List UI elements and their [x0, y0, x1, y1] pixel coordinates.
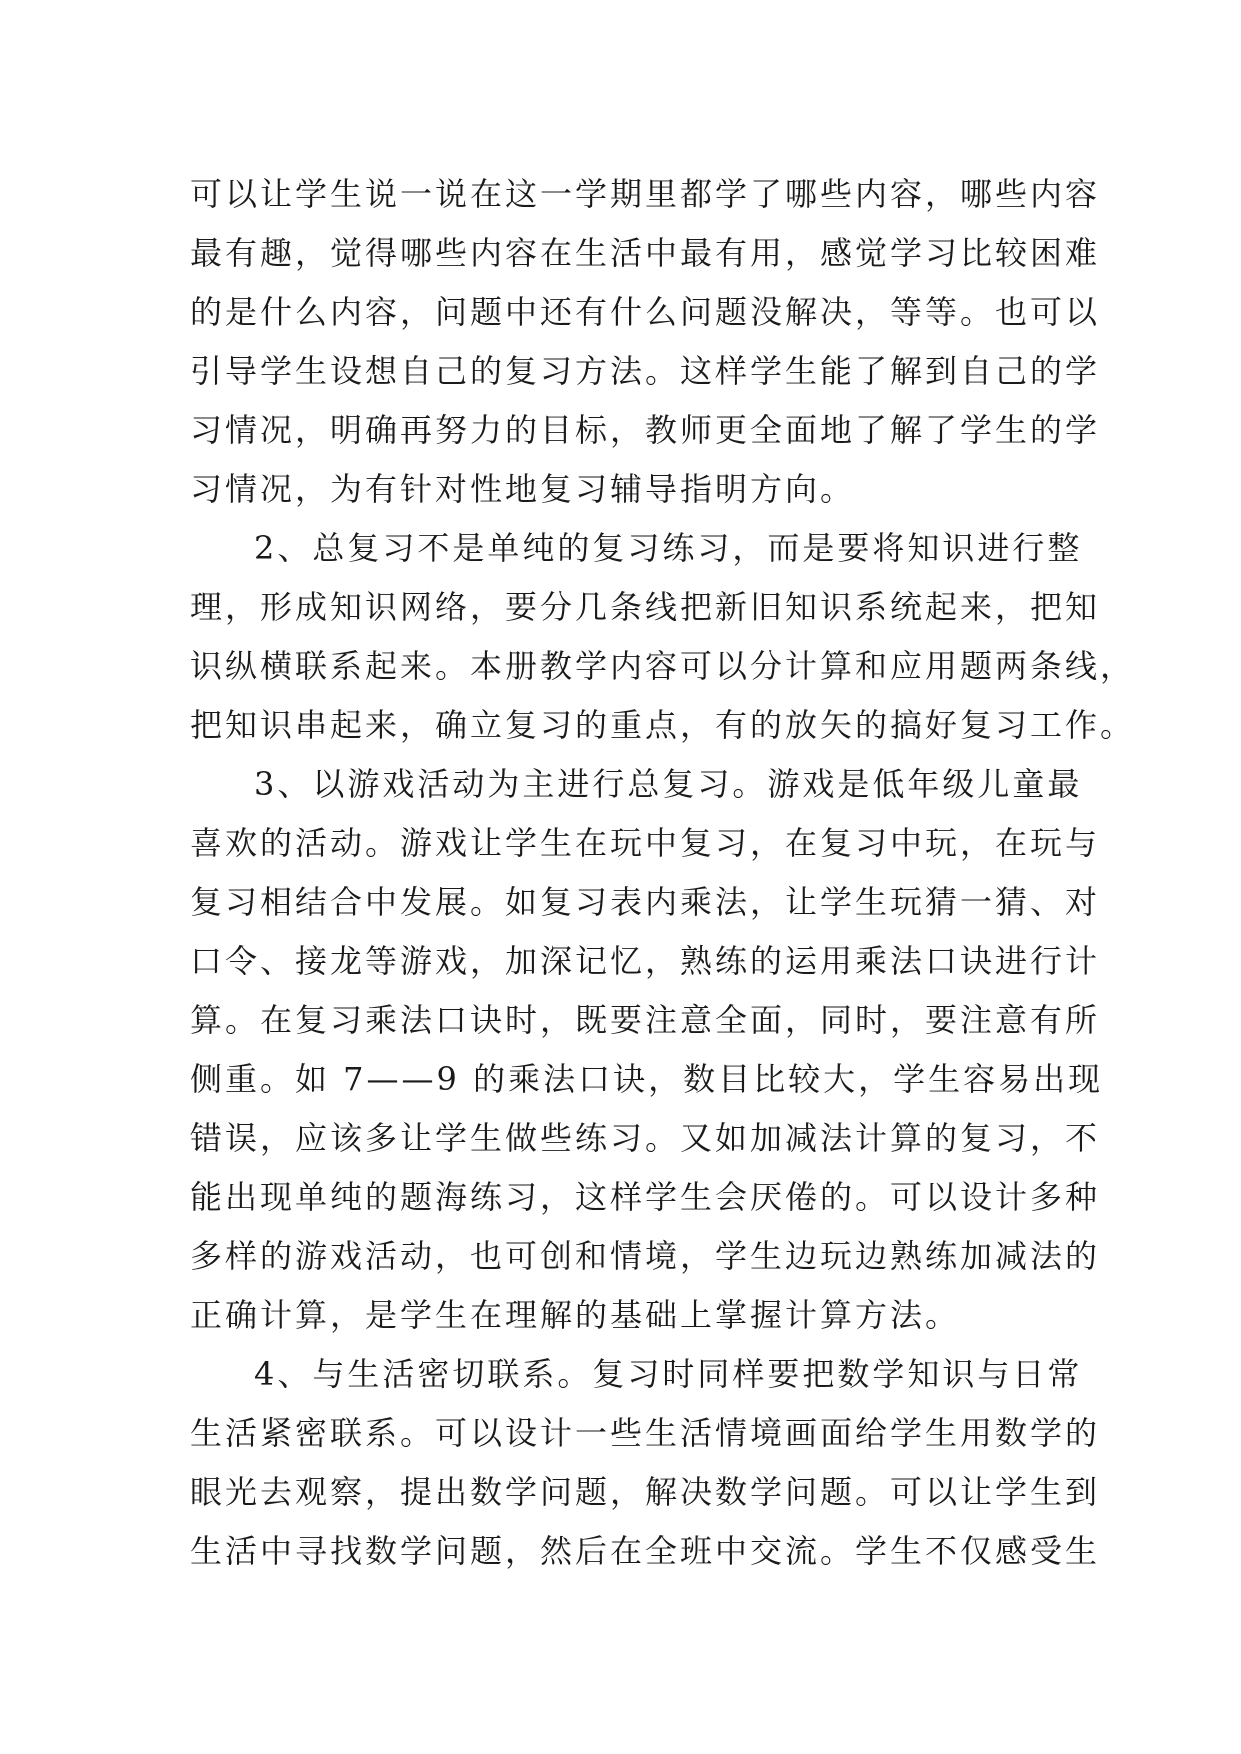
text-line: 复习相结合中发展。如复习表内乘法，让学生玩猜一猜、对	[190, 883, 1101, 921]
text-line: 把知识串起来，确立复习的重点，有的放矢的搞好复习工作。	[190, 706, 1136, 744]
text-line: 可以让学生说一说在这一学期里都学了哪些内容，哪些内容	[190, 175, 1101, 213]
text-line: 最有趣，觉得哪些内容在生活中最有用，感觉学习比较困难	[190, 234, 1101, 272]
text-line: 习情况，明确再努力的目标，教师更全面地了解了学生的学	[190, 411, 1101, 449]
document-body	[190, 165, 1136, 1581]
text-line: 喜欢的活动。游戏让学生在玩中复习，在复习中玩，在玩与	[190, 824, 1101, 862]
text-line: 正确计算，是学生在理解的基础上掌握计算方法。	[190, 1296, 961, 1334]
text-line: 理，形成知识网络，要分几条线把新旧知识系统起来，把知	[190, 588, 1101, 626]
text-line: 生活中寻找数学问题，然后在全班中交流。学生不仅感受生	[190, 1532, 1101, 1570]
text-line: 习情况，为有针对性地复习辅导指明方向。	[190, 470, 856, 508]
text-line: 4、与生活密切联系。复习时同样要把数学知识与日常	[254, 1355, 1083, 1393]
text-line: 算。在复习乘法口诀时，既要注意全面，同时，要注意有所	[190, 1001, 1101, 1039]
text-line: 引导学生设想自己的复习方法。这样学生能了解到自己的学	[190, 352, 1101, 390]
text-line: 眼光去观察，提出数学问题，解决数学问题。可以让学生到	[190, 1473, 1101, 1511]
text-line: 多样的游戏活动，也可创和情境，学生边玩边熟练加减法的	[190, 1237, 1101, 1275]
text-line: 侧重。如 7——9 的乘法口诀，数目比较大，学生容易出现	[190, 1060, 1104, 1098]
text-line: 口令、接龙等游戏，加深记忆，熟练的运用乘法口诀进行计	[190, 942, 1101, 980]
text-line: 2、总复习不是单纯的复习练习，而是要将知识进行整	[254, 529, 1083, 567]
text-line: 的是什么内容，问题中还有什么问题没解决，等等。也可以	[190, 293, 1101, 331]
text-line: 错误，应该多让学生做些练习。又如加减法计算的复习，不	[190, 1119, 1101, 1157]
text-line: 生活紧密联系。可以设计一些生活情境画面给学生用数学的	[190, 1414, 1101, 1452]
text-line: 识纵横联系起来。本册教学内容可以分计算和应用题两条线，	[190, 647, 1136, 685]
text-line: 能出现单纯的题海练习，这样学生会厌倦的。可以设计多种	[190, 1178, 1101, 1216]
text-line: 3、以游戏活动为主进行总复习。游戏是低年级儿童最	[254, 765, 1083, 803]
